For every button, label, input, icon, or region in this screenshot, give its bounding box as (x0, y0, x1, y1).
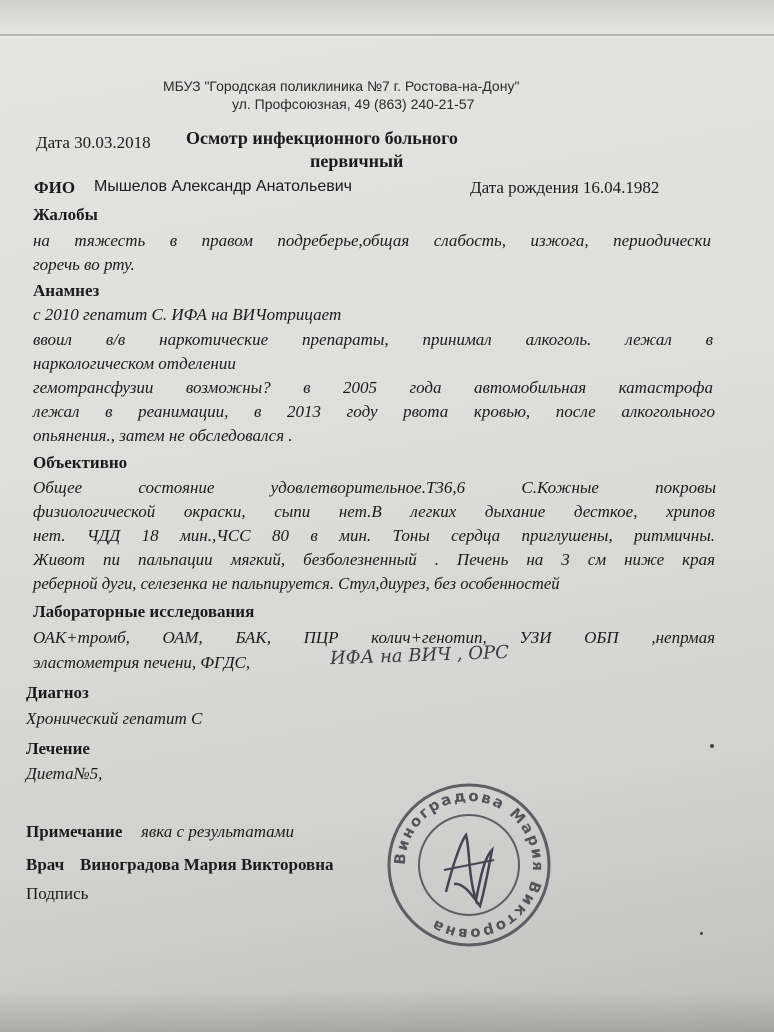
paper-fold (0, 0, 774, 38)
complaints-heading: Жалобы (33, 205, 98, 224)
exam-date: Дата 30.03.2018 (36, 133, 151, 152)
signature-label: Подпись (26, 884, 89, 903)
exam-title-line1: Осмотр инфекционного больного (186, 128, 458, 148)
clinic-address: ул. Профсоюзная, 49 (863) 240-21-57 (232, 96, 475, 112)
treatment-value: Диета№5, (26, 764, 103, 783)
anamnesis-heading: Анамнез (33, 281, 100, 300)
objective-line: физиологической окраски, сыпи нет.В легких дыхание десткое, хрипов (33, 502, 715, 521)
objective-line: реберной дуги, селезенка не пальпируется. Стул,диурез, без особенностей (33, 574, 560, 593)
labs-line: эластометрия печени, ФГДС, (33, 653, 251, 672)
treatment-heading: Лечение (26, 739, 90, 758)
diagnosis-heading: Диагноз (26, 683, 89, 702)
note-value: явка с результатами (141, 822, 295, 841)
doctor-label: Врач (26, 855, 65, 874)
anamnesis-line: с 2010 гепатит С. ИФА на ВИЧотрицает (33, 305, 342, 324)
anamnesis-line: опьянения., затем не обследовался . (33, 426, 293, 445)
objective-line: Общее состояние удовлетворительное.Т36,6 С.Кожные покровы (33, 478, 716, 497)
stamp-text: Виноградова Мария Викторовна (390, 786, 548, 944)
objective-line: Живот пи пальпации мягкий, безболезненный . Печень на 3 см ниже края (33, 550, 715, 569)
ink-dot (710, 744, 714, 748)
ink-dot (700, 932, 703, 935)
anamnesis-line: ввоил в/в наркотические препараты, принимал алкоголь. лежал в (33, 330, 713, 349)
labs-line: ОАК+тромб, ОАМ, БАК, ПЦР колич+генотип, УЗИ ОБП ,непрмая (33, 628, 715, 647)
doctor-stamp (384, 780, 554, 950)
fold-line (0, 34, 774, 36)
clinic-name: МБУЗ "Городская поликлиника №7 г. Ростова-на-Дону" (163, 78, 520, 94)
note-label: Примечание (26, 822, 123, 841)
signature-scribble (446, 835, 492, 906)
date-of-birth: Дата рождения 16.04.1982 (470, 178, 660, 197)
diagnosis-value: Хронический гепатит С (26, 709, 203, 728)
objective-heading: Объективно (33, 453, 128, 472)
fio-value: Мышелов Александр Анатольевич (94, 178, 352, 195)
doctor-name: Виноградова Мария Викторовна (80, 855, 334, 874)
exam-title-line2: первичный (310, 151, 404, 171)
anamnesis-line: наркологическом отделении (33, 354, 236, 373)
anamnesis-line: лежал в реанимации, в 2013 году рвота кровью, после алкогольного (33, 402, 715, 421)
complaints-line: горечь во рту. (33, 255, 135, 274)
objective-line: нет. ЧДД 18 мин.,ЧСС 80 в мин. Тоны сердца приглушены, ритмичны. (33, 526, 715, 545)
fio-label: ФИО (34, 178, 76, 197)
anamnesis-line: гемотрансфузии возможны? в 2005 года автомобильная катастрофа (33, 378, 713, 397)
labs-heading: Лабораторные исследования (33, 602, 255, 621)
complaints-line: на тяжесть в правом подреберье,общая слабость, изжога, периодически (33, 231, 711, 250)
handwritten-addition: ИФА на ВИЧ , ОРС (329, 641, 510, 670)
page-shadow (0, 990, 774, 1032)
